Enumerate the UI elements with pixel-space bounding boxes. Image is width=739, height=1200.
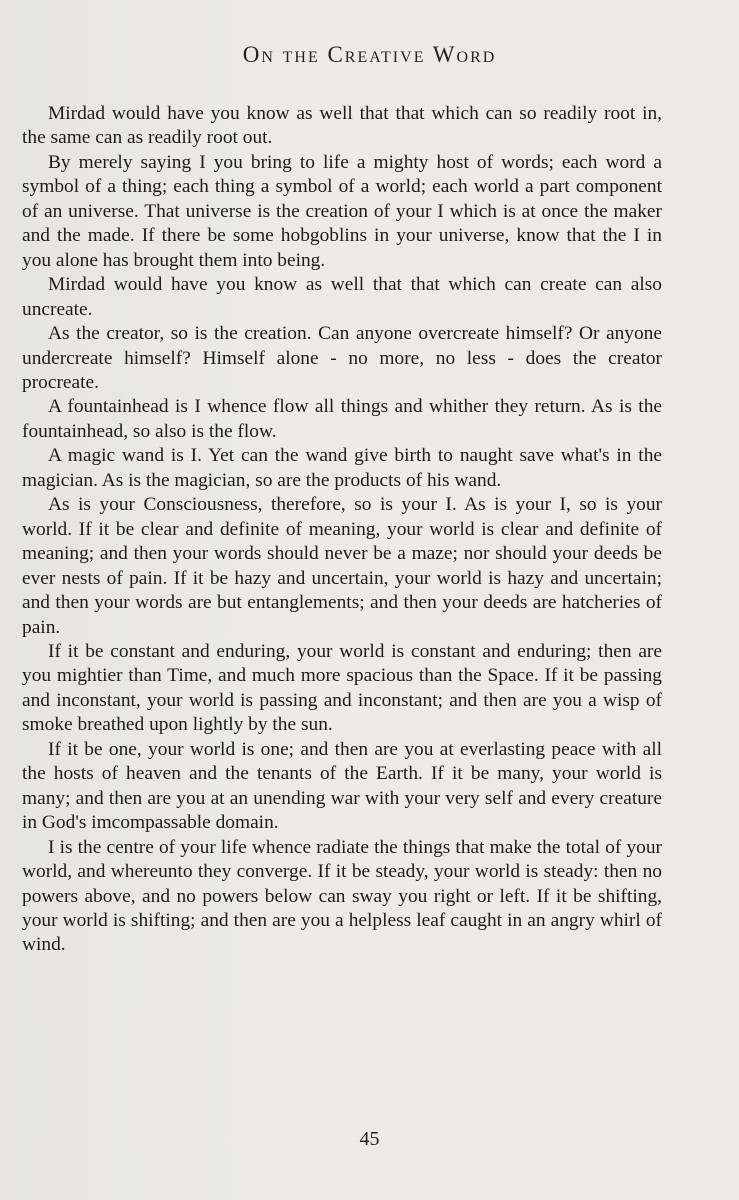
paragraph: As the creator, so is the creation. Can anyone overcreate himself? Or anyone undercreate himself? Himself alone - no more, no less - does the creator procreate. <box>22 323 662 393</box>
paragraph: I is the centre of your life whence radiate the things that make the total of your world, and whereunto they converge. If it be steady, your world is steady: then no powers above, and no powers below can sway you right or left. If it be shifting, your world is shifting; and then are you a helpless leaf caught in an angry whirl of wind. <box>22 836 662 956</box>
paragraph: Mirdad would have you know as well that that which can so readily root in, the same can as readily root out. <box>22 103 662 149</box>
paragraph: By merely saying I you bring to life a mighty host of words; each word a symbol of a thing; each thing a symbol of a world; each world a part component of an universe. That universe is the creation of your I which is at once the maker and the made. If there be some hobgoblins in your universe, know that the I in you alone has brought them into being. <box>22 151 662 271</box>
running-head-title: On the Creative Word <box>242 42 497 67</box>
page-number: 45 <box>359 1128 380 1150</box>
body-text <box>22 102 662 958</box>
paragraph: If it be one, your world is one; and then are you at everlasting peace with all the hosts of heaven and the tenants of the Earth. If it be many, your world is many; and then are you at an unending war with your very self and every creature in God's imcompassable domain. <box>22 738 662 834</box>
paragraph: As is your Consciousness, therefore, so is your I. As is your I, so is your world. If it be clear and definite of meaning, your world is clear and definite of meaning; and then your words should never be a maze; nor should your deeds be ever nests of pain. If it be hazy and uncertain, your world is hazy and uncertain; and then your words are but entanglements; and then your deeds are hatcheries of pain. <box>22 494 662 638</box>
paragraph: If it be constant and enduring, your world is constant and enduring; then are you mightier than Time, and much more spacious than the Space. If it be passing and inconstant, your world is passing and inconstant; and then are you a wisp of smoke breathed upon lightly by the sun. <box>22 640 662 736</box>
paragraph: A fountainhead is I whence flow all things and whither they return. As is the fountainhead, so also is the flow. <box>22 396 662 442</box>
paragraph: A magic wand is I. Yet can the wand give birth to naught save what's in the magician. As is the magician, so are the products of his wand. <box>22 445 662 491</box>
paragraph: Mirdad would have you know as well that that which can create can also uncreate. <box>22 274 662 320</box>
